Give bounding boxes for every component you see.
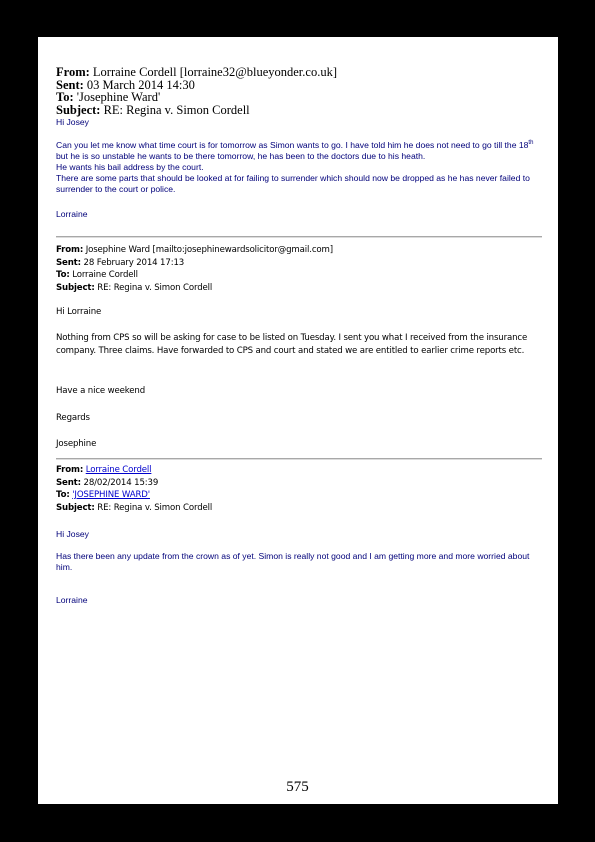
- page-number: 575: [286, 779, 309, 795]
- email2-body: Nothing from CPS so will be asking for case to be listed on Tuesday. I sent you what I received from the insurance company. Three claims. Have forwarded to CPS and court and stated we are entitled to earlier crime reports etc.: [56, 333, 528, 356]
- email3-greeting: Hi Josey: [56, 529, 89, 539]
- email3-sent: Sent: 28/02/2014 15:39: [56, 477, 159, 488]
- email2-subject: Subject: RE: Regina v. Simon Cordell: [56, 282, 213, 293]
- email2-from: From: Josephine Ward [mailto:josephinewardsolicitor@gmail.com]: [56, 245, 333, 255]
- email1-body-p2: He wants his bail address by the court.: [56, 161, 204, 172]
- email2-greeting: Hi Lorraine: [56, 307, 102, 317]
- email1-body-p1: Can you let me know what time court is for tomorrow as Simon wants to go. I have told him he does not need to go till the 18th but he is so unstable he wants to be there tomorrow, he has been to the doctors due to his heath.: [56, 140, 534, 161]
- email3-from: From: Lorraine Cordell: [56, 465, 152, 475]
- divider: [56, 236, 542, 238]
- email1-header: [56, 66, 544, 116]
- email2-closing: Have a nice weekend: [56, 386, 146, 396]
- from-link[interactable]: Lorraine Cordell: [85, 465, 152, 475]
- email1-greeting: Hi Josey: [56, 117, 89, 127]
- email2-signoff: Josephine: [56, 439, 97, 449]
- email3-subject: Subject: RE: Regina v. Simon Cordell: [56, 502, 213, 513]
- email3-header: [56, 464, 544, 514]
- email1-from: From: Lorraine Cordell [lorraine32@blueyonder.co.uk]: [56, 65, 337, 79]
- email1-body-p3: There are some parts that should be looked at for failing to surrender which should now be dropped as he has never failed to surrender to the court or police.: [56, 172, 530, 194]
- divider: [56, 458, 542, 460]
- email2-sent: Sent: 28 February 2014 17:13: [56, 257, 185, 268]
- email1-body: [56, 140, 544, 195]
- email1-sent: Sent: 03 March 2014 14:30: [56, 77, 195, 92]
- email3-body: Has there been any update from the crown as of yet. Simon is really not good and I am getting more and more worried about him.: [56, 551, 530, 572]
- email2-to: To: Lorraine Cordell: [56, 270, 138, 280]
- email2-regards: Regards: [56, 413, 90, 423]
- email3-signoff: Lorraine: [56, 595, 88, 605]
- email3-to: To: 'JOSEPHINE WARD': [56, 490, 150, 500]
- to-link[interactable]: 'JOSEPHINE WARD': [72, 490, 150, 500]
- email1-to: To: 'Josephine Ward': [56, 90, 161, 104]
- email1-subject: Subject: RE: Regina v. Simon Cordell: [56, 102, 250, 117]
- email1-signoff: Lorraine: [56, 209, 88, 219]
- document-page: [38, 37, 558, 804]
- email2-header: [56, 244, 544, 294]
